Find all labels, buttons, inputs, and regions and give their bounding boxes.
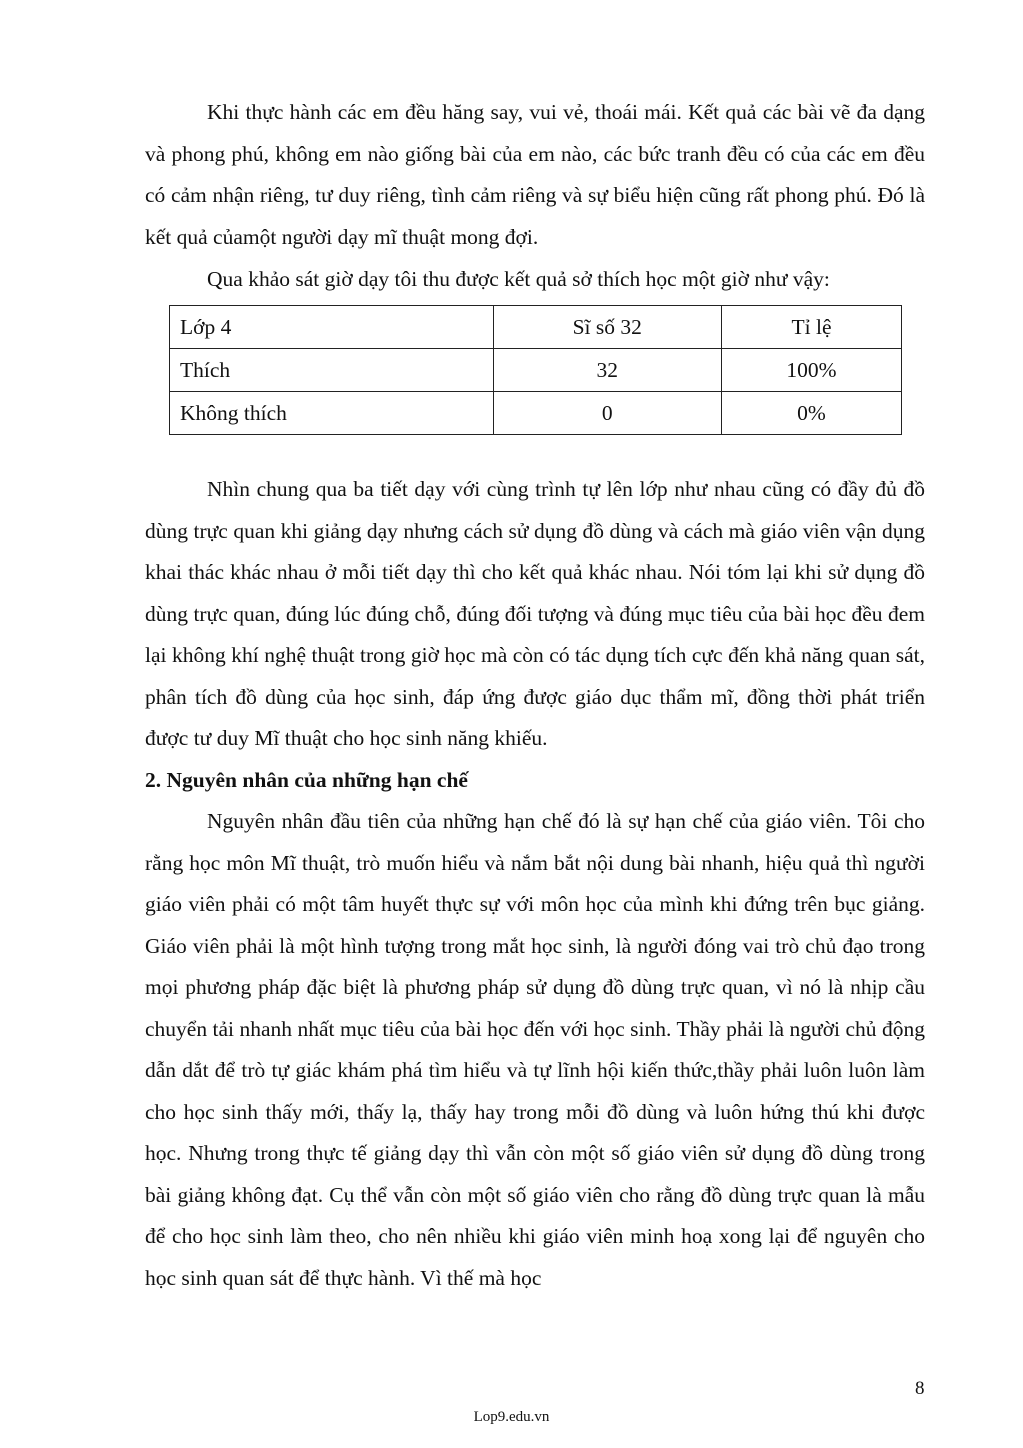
intro-block bbox=[145, 92, 925, 258]
page-number: 8 bbox=[915, 1378, 925, 1399]
table-row bbox=[170, 392, 902, 435]
table-header-cell: Sĩ số 32 bbox=[493, 306, 721, 349]
table-cell: Thích bbox=[170, 349, 494, 392]
table-cell: 100% bbox=[721, 349, 901, 392]
table-cell: 0 bbox=[493, 392, 721, 435]
table-cell: 0% bbox=[721, 392, 901, 435]
cause-paragraph: Nguyên nhân đầu tiên của những hạn chế đó là sự hạn chế của giáo viên. Tôi cho rằng học môn Mĩ thuật, trò muốn hiểu và nắm bắt nội dung bài nhanh, hiệu quả thì người giáo viên phải có một tâm huyết thực sự với môn học của mình khi đứng trên bục giảng. Giáo viên phải là một hình tượng trong mắt học sinh, là người đóng vai trò chủ đạo trong mọi phương pháp đặc biệt là phương pháp sử dụng đồ dùng trực quan, vì nó là nhịp cầu chuyển tải nhanh nhất mục tiêu của bài học đến với học sinh. Thầy phải là người chủ động dẫn dắt để trò tự giác khám phá tìm hiểu và tự lĩnh hội kiến thức,thầy phải luôn luôn làm cho học sinh thấy mới, thấy lạ, thấy hay trong mỗi đồ dùng và luôn hứng thú khi được học. Nhưng trong thực tế giảng dạy thì vẫn còn một số giáo viên sử dụng đồ dùng trong bài giảng không đạt. Cụ thể vẫn còn một số giáo viên cho rằng đồ dùng trực quan là mẫu để cho học sinh làm theo, cho nên nhiều khi giáo viên minh hoạ xong lại để nguyên cho học sinh quan sát để thực hành. Vì thế mà học bbox=[145, 809, 925, 1290]
footer-text: Lop9.edu.vn bbox=[473, 1409, 550, 1425]
body-block bbox=[145, 469, 925, 1299]
table-row bbox=[170, 349, 902, 392]
survey-table bbox=[169, 305, 902, 435]
table-header-row bbox=[170, 306, 902, 349]
table-cell: Không thích bbox=[170, 392, 494, 435]
table-header-cell: Lớp 4 bbox=[170, 306, 494, 349]
section-heading: 2. Nguyên nhân của những hạn chế bbox=[145, 767, 468, 792]
table-lead-text: Qua khảo sát giờ dạy tôi thu được kết quả sở thích học một giờ như vậy: bbox=[207, 267, 830, 291]
summary-paragraph: Nhìn chung qua ba tiết dạy với cùng trình tự lên lớp như nhau cũng có đầy đủ đồ dùng trực quan khi giảng dạy nhưng cách sử dụng đồ dùng và cách mà giáo viên vận dụng khai thác khác nhau ở mỗi tiết dạy thì cho kết quả khác nhau. Nói tóm lại khi sử dụng đồ dùng trực quan, đúng lúc đúng chỗ, đúng đối tượng và đúng mục tiêu của bài học đều đem lại không khí nghệ thuật trong giờ học mà còn có tác dụng tích cực đến khả năng quan sát, phân tích đồ dùng của học sinh, đáp ứng được giáo dục thẩm mĩ, đồng thời phát triển được tư duy Mĩ thuật cho học sinh năng khiếu. bbox=[145, 477, 925, 750]
intro-paragraph: Khi thực hành các em đều hăng say, vui vẻ, thoái mái. Kết quả các bài vẽ đa dạng và phong phú, không em nào giống bài của em nào, các bức tranh đều có của các em đều có cảm nhận riêng, tư duy riêng, tình cảm riêng và sự biểu hiện cũng rất phong phú. Đó là kết quả củamột người dạy mĩ thuật mong đợi. bbox=[145, 100, 925, 249]
table-cell: 32 bbox=[493, 349, 721, 392]
table-header-cell: Tỉ lệ bbox=[721, 306, 901, 349]
